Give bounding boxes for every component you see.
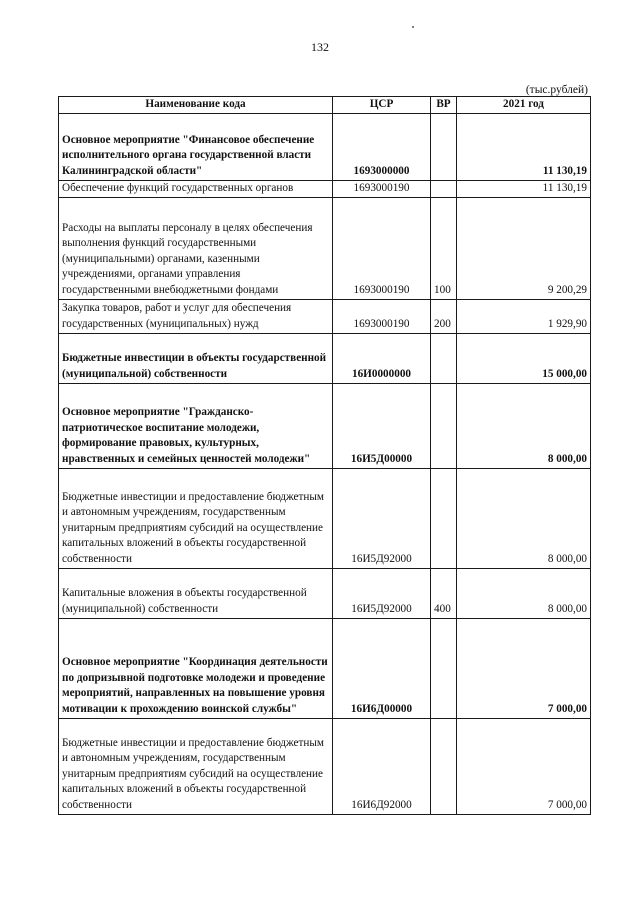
row-name: Основное мероприятие "Гражданско-патриотическое воспитание молодежи, формирование правовых, культурных, нравственных и семейных ценностей молодежи" [59,383,333,468]
table-row [59,618,591,718]
row-name: Расходы на выплаты персоналу в целях обеспечения выполнения функций государственными (муниципальными) органами, казенными учреждениями, органами управления государственными внебюджетными фондами [59,197,333,299]
row-csr: 16И6Д00000 [333,618,431,718]
row-vr [431,383,457,468]
row-amount: 7 000,00 [457,718,591,814]
row-amount: 8 000,00 [457,468,591,568]
row-csr: 16И6Д92000 [333,718,431,814]
row-name: Основное мероприятие "Координация деятельности по допризывной подготовке молодежи и проведение мероприятий, направленных на повышение уровня мотивации к прохождению воинской службы" [59,618,333,718]
header-vr: ВР [431,97,457,114]
row-amount: 1 929,90 [457,299,591,333]
table-row [59,718,591,814]
row-csr: 1693000190 [333,197,431,299]
row-name: Капитальные вложения в объекты государственной (муниципальной) собственности [59,568,333,618]
row-name: Закупка товаров, работ и услуг для обеспечения государственных (муниципальных) нужд [59,299,333,333]
row-amount: 8 000,00 [457,568,591,618]
page-number: 132 [311,40,329,54]
table-header-row [59,97,591,114]
row-vr [431,618,457,718]
row-vr: 100 [431,197,457,299]
row-name: Бюджетные инвестиции и предоставление бюджетным и автономным учреждениям, государственным унитарным предприятиям субсидий на осуществление капитальных вложений в объекты государственной собственности [59,718,333,814]
row-csr: 16И5Д92000 [333,568,431,618]
table-row [59,197,591,299]
budget-table [58,96,591,815]
row-csr: 16И5Д92000 [333,468,431,568]
row-vr [431,333,457,383]
table-row [59,468,591,568]
row-vr: 200 [431,299,457,333]
row-name: Бюджетные инвестиции в объекты государственной (муниципальной) собственности [59,333,333,383]
row-name: Бюджетные инвестиции и предоставление бюджетным и автономным учреждениям, государственным унитарным предприятиям субсидий на осуществление капитальных вложений в объекты государственной собственности [59,468,333,568]
row-vr [431,113,457,180]
row-csr: 16И0000000 [333,333,431,383]
header-year: 2021 год [457,97,591,114]
row-vr: 400 [431,568,457,618]
header-csr: ЦСР [333,97,431,114]
scan-speck [412,26,414,28]
row-vr [431,468,457,568]
table-row [59,299,591,333]
row-amount: 15 000,00 [457,333,591,383]
row-amount: 8 000,00 [457,383,591,468]
row-vr [431,718,457,814]
row-amount: 11 130,19 [457,113,591,180]
row-name: Обеспечение функций государственных органов [59,180,333,197]
table-row [59,113,591,180]
row-amount: 9 200,29 [457,197,591,299]
table-row [59,333,591,383]
units-label: (тыс.рублей) [525,84,588,96]
row-vr [431,180,457,197]
table-row [59,568,591,618]
table-row [59,383,591,468]
row-csr: 1693000000 [333,113,431,180]
row-amount: 11 130,19 [457,180,591,197]
row-csr: 16И5Д00000 [333,383,431,468]
row-csr: 1693000190 [333,180,431,197]
table-row [59,180,591,197]
header-name: Наименование кода [59,97,333,114]
row-amount: 7 000,00 [457,618,591,718]
row-name: Основное мероприятие "Финансовое обеспечение исполнительного органа государственной власти Калининградской области" [59,113,333,180]
row-csr: 1693000190 [333,299,431,333]
